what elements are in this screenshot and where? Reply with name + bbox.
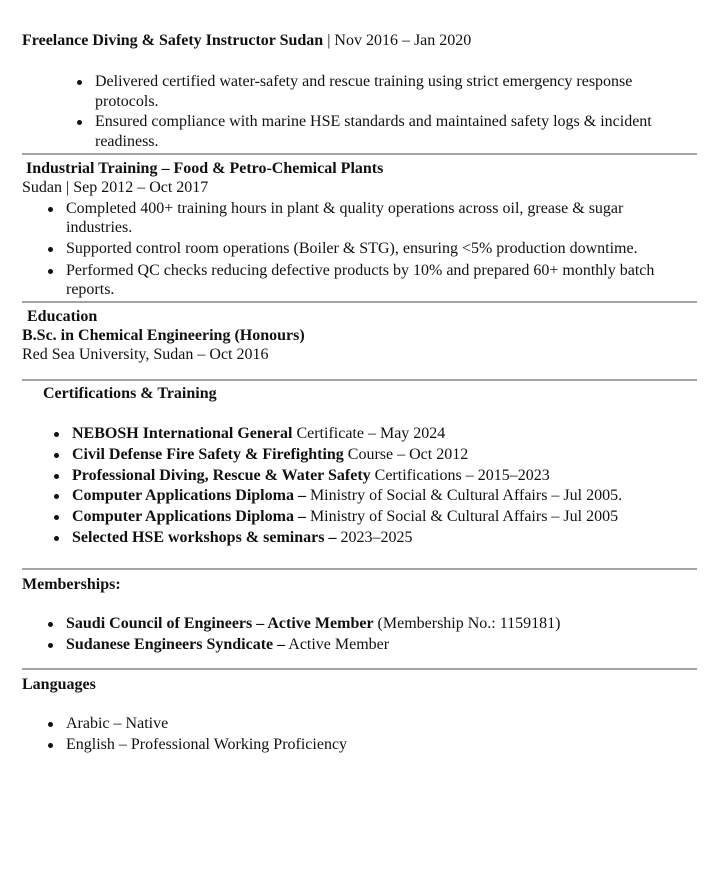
bullet-icon	[48, 247, 53, 252]
freelance-bullet-1-line1: Ensured compliance with marine HSE standards and maintained safety logs & incident	[95, 113, 652, 130]
certification-name: Professional Diving, Rescue & Water Safety	[72, 467, 371, 484]
bullet-icon	[54, 536, 59, 541]
certification-name: Selected HSE workshops & seminars –	[72, 529, 337, 546]
language-item: English – Professional Working Proficiency	[66, 736, 348, 753]
bullet-icon	[48, 743, 53, 748]
certification-detail: Certificate – May 2024	[292, 425, 446, 442]
freelance-bullet-0-line1: Delivered certified water-safety and rescue training using strict emergency response	[95, 73, 633, 90]
memberships-heading: Memberships:	[22, 576, 121, 593]
certification-detail: 2023–2025	[336, 529, 413, 546]
certification-name: Computer Applications Diploma –	[72, 487, 306, 504]
education-heading: Education	[27, 308, 98, 325]
freelance-job-header	[22, 32, 471, 50]
certification-name: Computer Applications Diploma –	[72, 508, 306, 525]
bullet-icon	[54, 515, 59, 520]
industrial-training-title: Industrial Training – Food & Petro-Chemical Plants	[26, 160, 384, 177]
industrial-training-location-dates: Sudan | Sep 2012 – Oct 2017	[22, 179, 209, 196]
certification-name: Civil Defense Fire Safety & Firefighting	[72, 446, 344, 463]
freelance-bullet-1-line2: readiness.	[95, 133, 159, 150]
certification-item	[72, 445, 468, 465]
industrial-bullet-0-line1: Completed 400+ training hours in plant & quality operations across oil, grease & sugar	[66, 200, 624, 217]
bullet-icon	[54, 474, 59, 479]
membership-item	[66, 614, 560, 634]
industrial-bullet-1-line1: Supported control room operations (Boiler & STG), ensuring <5% production downtime.	[66, 240, 638, 257]
industrial-bullet-2-line2: reports.	[66, 281, 115, 298]
certification-item	[72, 466, 550, 486]
education-institution: Red Sea University, Sudan – Oct 2016	[22, 346, 269, 363]
membership-detail: Active Member	[285, 636, 390, 653]
section-divider	[22, 568, 697, 570]
industrial-bullet-0-line2: industries.	[66, 219, 133, 236]
bullet-icon	[48, 643, 53, 648]
certification-detail: Ministry of Social & Cultural Affairs – Jul 2005.	[305, 487, 623, 504]
certification-detail: Ministry of Social & Cultural Affairs – Jul 2005	[305, 508, 619, 525]
bullet-icon	[77, 80, 82, 85]
section-divider	[22, 379, 697, 381]
freelance-job-dates: Nov 2016 – Jan 2020	[334, 32, 472, 49]
membership-name: Saudi Council of Engineers – Active Member	[66, 615, 374, 632]
bullet-icon	[54, 494, 59, 499]
freelance-bullet-0-line2: protocols.	[95, 93, 159, 110]
certification-detail: Course – Oct 2012	[343, 446, 469, 463]
industrial-bullet-2-line1: Performed QC checks reducing defective products by 10% and prepared 60+ monthly batch	[66, 262, 655, 279]
bullet-icon	[54, 453, 59, 458]
certification-item	[72, 486, 622, 506]
section-divider	[22, 301, 697, 303]
bullet-icon	[48, 722, 53, 727]
certification-detail: Certifications – 2015–2023	[370, 467, 550, 484]
languages-heading: Languages	[22, 676, 96, 693]
bullet-icon	[48, 269, 53, 274]
membership-name: Sudanese Engineers Syndicate –	[66, 636, 286, 653]
education-degree: B.Sc. in Chemical Engineering (Honours)	[22, 327, 305, 344]
freelance-job-title: Freelance Diving & Safety Instructor Sudan	[22, 32, 324, 49]
section-divider	[22, 153, 697, 155]
bullet-icon	[48, 622, 53, 627]
certifications-heading: Certifications & Training	[43, 385, 217, 402]
membership-detail: (Membership No.: 1159181)	[373, 615, 561, 632]
section-divider	[22, 668, 697, 670]
membership-item	[66, 635, 389, 655]
certification-item	[72, 528, 412, 548]
language-item: Arabic – Native	[66, 715, 169, 732]
certification-item	[72, 424, 445, 444]
bullet-icon	[54, 432, 59, 437]
certification-name: NEBOSH International General	[72, 425, 293, 442]
certification-item	[72, 507, 618, 527]
bullet-icon	[77, 120, 82, 125]
bullet-icon	[48, 207, 53, 212]
freelance-separator: |	[323, 32, 335, 49]
